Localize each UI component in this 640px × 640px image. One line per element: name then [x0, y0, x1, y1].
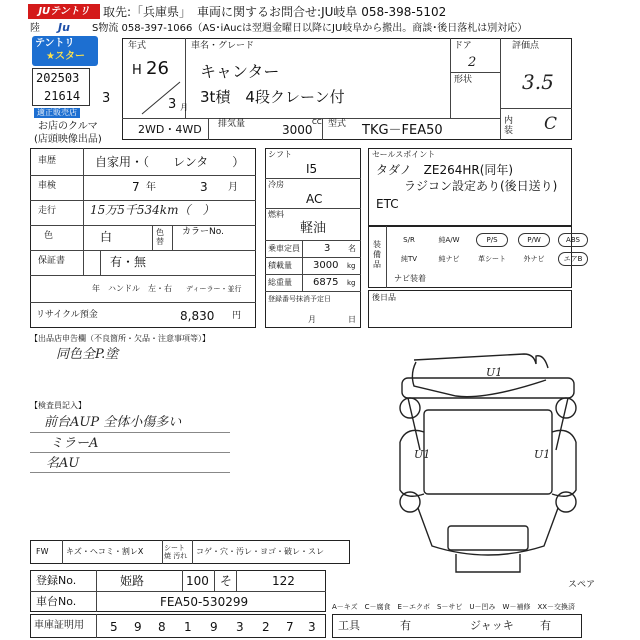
shift-label: シフト	[268, 150, 292, 159]
cert-label: 車庫証明用	[34, 620, 84, 631]
name-label: 車名・グレード	[191, 41, 255, 51]
damage-legend: A－キズ C－腐食 E－エクボ S－サビ U－凹み W－補修 XX－交換済	[332, 603, 576, 611]
equip-power-window: P/W	[518, 233, 550, 247]
equip-tv: 純TV	[400, 255, 418, 263]
shop-line2: (店頭映像出品)	[34, 134, 102, 145]
fuel-label: 燃料	[268, 210, 284, 219]
drive-options: 2WD・4WD	[138, 123, 202, 136]
capacity-value: 3	[324, 243, 331, 254]
sales-point-line1: タダノ ZE264HR(同年)	[376, 163, 514, 177]
recycle-value: 8,830	[180, 309, 215, 323]
damage-seat: シート焼 汚れ	[164, 544, 188, 560]
mileage-value: 15万5千534km（ ）	[90, 203, 215, 217]
inspection-month: 3	[200, 180, 208, 194]
ac-label: 冷房	[268, 180, 284, 189]
cert-digits	[100, 616, 326, 636]
header-bar	[0, 0, 640, 38]
year-value: 26	[146, 58, 169, 79]
handle-value: ハンドル 左・右	[108, 284, 172, 293]
navi-label: ナビ装着	[394, 274, 426, 283]
door-value: 2	[468, 55, 477, 70]
usage-value: 自家用・（ レンタ ）	[95, 155, 245, 169]
header-line1: 取先:「兵庫県」 車両に関するお問合せ:JU岐阜 058-398-5102	[103, 5, 447, 19]
model-value: TKG－FEA50	[362, 123, 443, 138]
tools-value: 有	[400, 619, 411, 632]
cert-digit: 9	[134, 620, 142, 634]
recycle-label: リサイクル預金	[36, 310, 98, 320]
equip-ext-navi: 外ナビ	[523, 255, 545, 263]
notes-label: 【出品店申告欄（不良箇所・欠品・注意事項等）】	[30, 334, 210, 343]
load-unit: kg	[347, 262, 356, 270]
jack-label: ジャッキ	[470, 619, 514, 632]
vehicle-damage-diagram	[396, 350, 581, 580]
warranty-value: 有・無	[110, 255, 147, 269]
sales-point-label: セールスポイント	[372, 150, 436, 159]
inspector-line3: 名AU	[46, 456, 80, 471]
displacement-label: 排気量	[218, 119, 246, 129]
cert-digit: 8	[158, 620, 166, 634]
cert-digit: 5	[110, 620, 118, 634]
reg-class: 100	[186, 574, 209, 588]
load-value: 3000	[313, 260, 339, 271]
shop-line1: お店のクルマ	[38, 121, 98, 132]
gross-value: 6875	[313, 277, 339, 288]
damage-burn: コゲ・穴・汚レ・ヨゴ・破レ・スレ	[196, 547, 324, 556]
chassis-label: 車台No.	[36, 595, 77, 608]
model-label: 型式	[328, 119, 347, 129]
door-label: ドア	[454, 41, 472, 51]
inspection-year-unit: 年	[146, 182, 156, 193]
remove-label: 登録番号抹消予定日	[268, 295, 331, 303]
dealer-badge	[32, 36, 120, 126]
equip-airbag: エアB	[558, 252, 588, 266]
recycle-unit: 円	[232, 311, 242, 321]
fuel-value: 軽油	[300, 221, 327, 236]
remove-month: 月	[308, 315, 316, 324]
inspector-line2: ミラーA	[50, 436, 99, 451]
reg-number: 122	[272, 574, 295, 588]
capacity-unit: 名	[348, 244, 356, 253]
ac-value: AC	[306, 192, 323, 206]
year-slash	[140, 80, 184, 116]
interior-grade: C	[544, 114, 558, 134]
gross-label: 総重量	[268, 278, 292, 287]
year-era: H	[132, 63, 142, 78]
auction-code-2: 21614	[44, 89, 81, 103]
equip-abs: ABS	[558, 233, 588, 247]
notes-text: 同色全P.塗	[56, 347, 119, 362]
equip-power-steering: P/S	[476, 233, 508, 247]
damage-scratch: キズ・ヘコミ・割レX	[66, 547, 144, 556]
displacement-unit: CC	[312, 118, 322, 126]
auction-code-1: 202503	[36, 71, 80, 85]
remove-day: 日	[348, 315, 356, 324]
color-change-label: 色替	[156, 228, 164, 246]
equip-leather: 革シート	[478, 255, 506, 263]
inspector-label: 【検査員記入】	[30, 401, 86, 410]
usage-label: 車歴	[38, 156, 57, 166]
later-delivery-box	[368, 290, 572, 328]
year-label: 年式	[128, 41, 147, 51]
badge-dealer: 適正販売店	[34, 108, 80, 118]
interior-label: 内装	[504, 116, 514, 136]
star-badge	[32, 36, 98, 66]
inspector-line1: 前台AUP 全体小傷多い	[44, 415, 182, 430]
eval-score: 3.5	[522, 70, 554, 94]
diagram-mark-right: U1	[534, 448, 551, 461]
vehicle-grade: 3t積 4段クレーン付	[200, 88, 345, 106]
color-no-label: カラーNo.	[182, 227, 224, 237]
tools-label: 工具	[338, 619, 360, 632]
inspection-month-unit: 月	[228, 182, 238, 193]
cert-digit: 3	[236, 620, 244, 634]
eval-label: 評価点	[512, 41, 540, 51]
header-line2: S物流 058-397-1066（AS･iAucは翌週金曜日以降にJU岐阜から搬出。商談･後日落札は別対応）	[92, 23, 528, 34]
cert-digit: 2	[262, 620, 270, 634]
ju-mark: Ju	[58, 21, 70, 34]
shape-label: 形状	[454, 75, 473, 85]
damage-fw: FW	[36, 547, 49, 556]
reg-kana: そ	[220, 574, 233, 588]
warranty-label: 保証書	[38, 256, 66, 266]
month-unit: 月	[180, 103, 188, 112]
badge-brand: テントリ	[35, 38, 75, 49]
color-label: 色	[44, 231, 54, 241]
later-delivery-label: 後日品	[372, 293, 396, 302]
cert-digit: 7	[286, 620, 294, 634]
dealer-value: ディーラー・並行	[186, 285, 242, 293]
shift-value: I5	[306, 162, 318, 176]
inspection-year: 7	[132, 180, 140, 194]
vehicle-name: キャンター	[200, 62, 280, 81]
ju-tentori-logo: JUテントリ	[28, 4, 100, 19]
sales-point-line2: ラジコン設定あり(後日送り)	[404, 179, 558, 193]
color-value: 白	[100, 230, 113, 244]
header-line2-prefix: 陸	[30, 23, 40, 34]
reg-label: 登録No.	[36, 574, 77, 587]
truck-outline	[400, 354, 576, 572]
diagram-mark-left: U1	[414, 448, 431, 461]
mileage-label: 走行	[38, 206, 57, 216]
displacement-value: 3000	[282, 123, 313, 137]
equipment-label: 装備品	[373, 240, 381, 269]
capacity-label: 乗車定員	[268, 244, 300, 253]
equip-alloy-wheel: 純A/W	[438, 236, 460, 244]
auction-code-suffix: 3	[102, 91, 111, 106]
equip-navi: 純ナビ	[438, 255, 460, 263]
load-label: 積載量	[268, 261, 292, 270]
sales-point-line3: ETC	[376, 197, 399, 211]
badge-star: ★スター	[46, 51, 85, 62]
chassis-value: FEA50-530299	[160, 595, 249, 609]
gross-unit: kg	[347, 279, 356, 287]
diagram-mark-top: U1	[486, 366, 503, 379]
cert-digit: 1	[184, 620, 192, 634]
cert-digit: 3	[308, 620, 316, 634]
handle-year-label: 年	[92, 284, 100, 293]
equip-sr: S/R	[403, 236, 415, 244]
month-value: 3	[168, 97, 177, 112]
cert-digit: 9	[210, 620, 218, 634]
inspection-label: 車検	[38, 181, 57, 191]
spare-label: スペア	[568, 580, 596, 590]
jack-value: 有	[540, 619, 551, 632]
reg-area: 姫路	[120, 574, 145, 588]
